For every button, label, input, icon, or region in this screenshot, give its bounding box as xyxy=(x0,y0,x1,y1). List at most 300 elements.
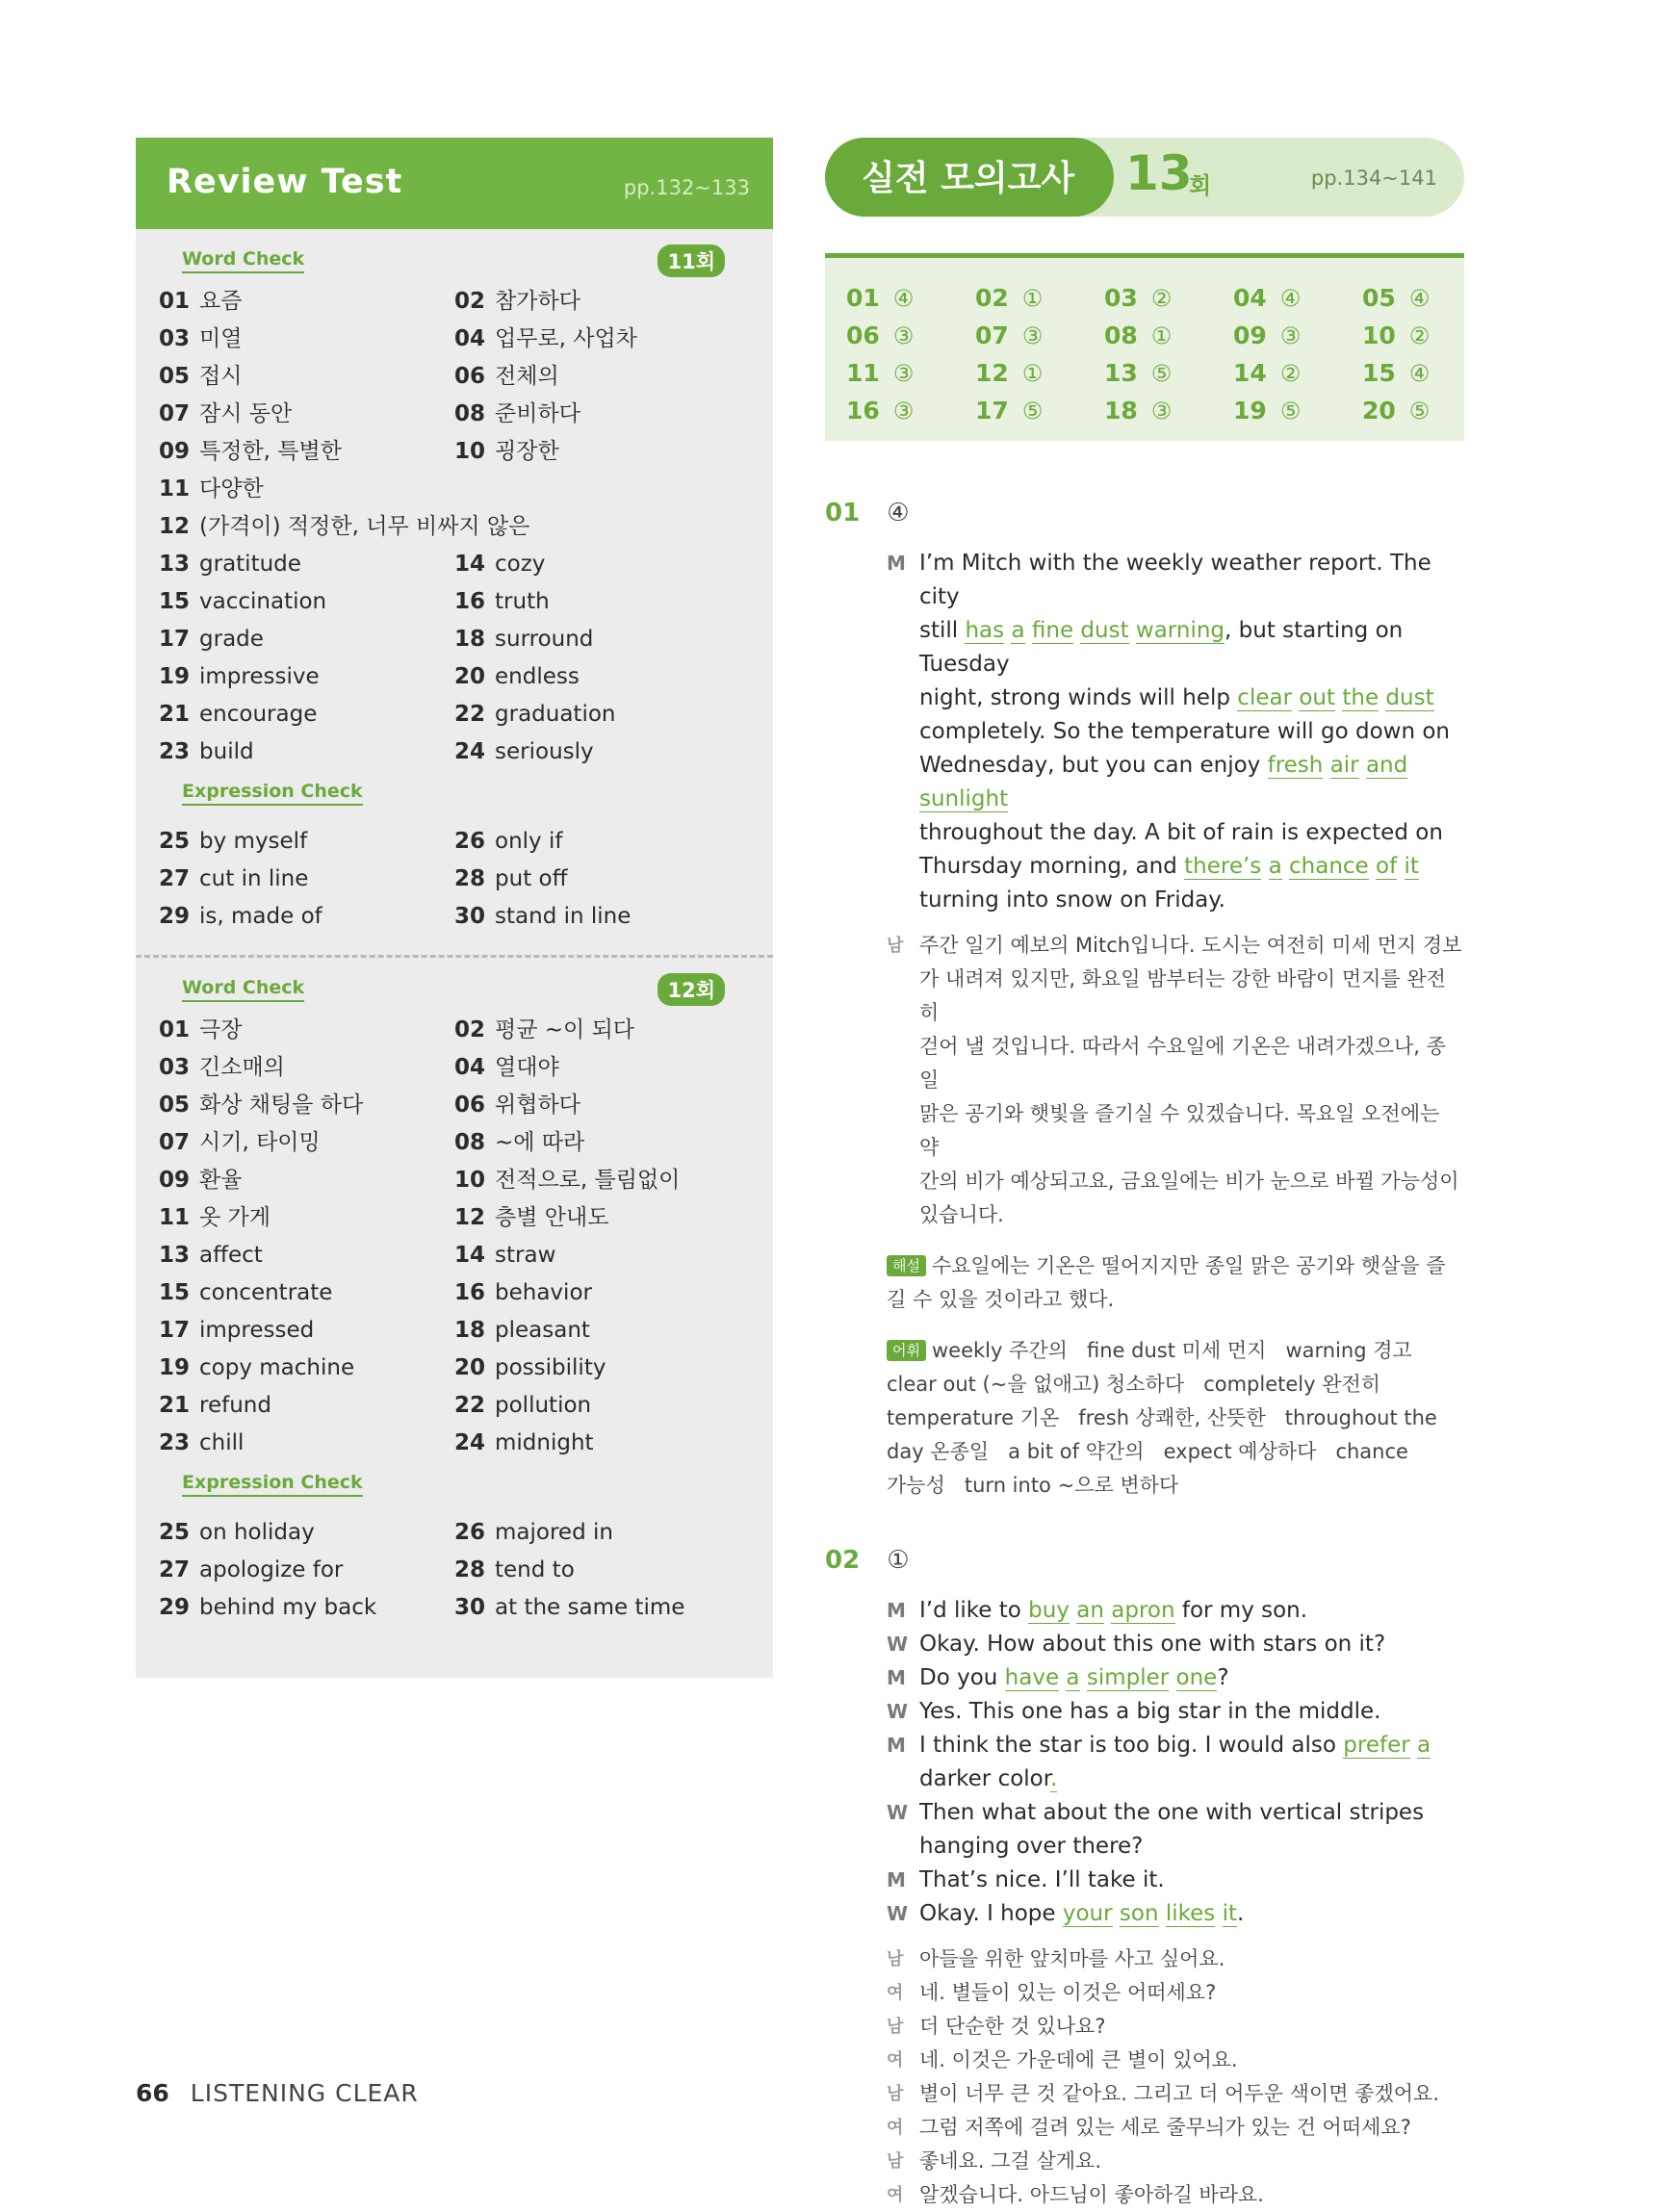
vocabulary-text: clear out (~을 없애고) 청소하다 completely 완전히 xyxy=(887,1373,1381,1396)
answer-choice: ④ xyxy=(892,285,915,312)
item-number: 14 xyxy=(454,552,486,577)
item-text: pleasant xyxy=(495,1318,590,1343)
answer-choice: ① xyxy=(1021,285,1044,312)
vocabulary-line xyxy=(887,1435,1464,1469)
item-text: 위협하다 xyxy=(495,1093,580,1118)
item-text: 열대야 xyxy=(495,1055,559,1080)
item-text: truth xyxy=(495,589,550,614)
word-item xyxy=(454,1387,750,1425)
review-test-panel xyxy=(136,138,773,1678)
vocabulary-line xyxy=(887,1402,1464,1435)
key-phrase: buy xyxy=(1028,1598,1070,1623)
answer-number: 04 xyxy=(1233,284,1267,312)
answer-number: 16 xyxy=(846,397,880,424)
item-number: 24 xyxy=(454,739,486,764)
question-01 xyxy=(825,494,1464,1503)
item-number: 01 xyxy=(159,1017,191,1042)
word-item xyxy=(159,1274,454,1312)
item-number: 05 xyxy=(159,1093,191,1118)
translation-line: 네. 이것은 가운데에 큰 별이 있어요. xyxy=(919,2048,1238,2071)
key-phrase: . xyxy=(1050,1766,1058,1791)
expression-check-label: Expression Check xyxy=(182,781,363,806)
word-item xyxy=(454,1274,750,1312)
script-line: Thursday morning, and there’s a chance of it xyxy=(919,854,1419,879)
item-text: 옷 가게 xyxy=(199,1205,271,1230)
answer-choice: ② xyxy=(1408,322,1431,349)
speaker-label: W xyxy=(887,1633,909,1656)
answer-number: 03 xyxy=(1104,284,1138,312)
item-number: 21 xyxy=(159,702,191,727)
item-number: 15 xyxy=(159,1280,191,1305)
answer-number: 18 xyxy=(1104,397,1138,424)
item-number: 29 xyxy=(159,1595,191,1620)
item-number: 24 xyxy=(454,1430,486,1455)
answer-number: 20 xyxy=(1362,397,1396,424)
item-number: 19 xyxy=(159,664,191,689)
word-item xyxy=(159,1012,454,1049)
answer-choice: ③ xyxy=(1150,398,1173,424)
item-text: apologize for xyxy=(199,1557,344,1582)
item-number: 26 xyxy=(454,1520,486,1545)
answer-number: 19 xyxy=(1233,397,1267,424)
word-item xyxy=(159,433,454,471)
item-text: majored in xyxy=(495,1520,613,1545)
item-text: graduation xyxy=(495,702,616,727)
item-text: surround xyxy=(495,627,594,652)
speaker-label: 여 xyxy=(887,2118,904,2138)
speaker-label: 남 xyxy=(887,2084,904,2104)
word-item xyxy=(454,733,750,771)
word-item xyxy=(454,433,750,471)
item-number: 30 xyxy=(454,904,486,929)
answer-item xyxy=(1362,317,1491,354)
item-number: 13 xyxy=(159,552,191,577)
key-phrase: the xyxy=(1342,685,1379,710)
item-text: concentrate xyxy=(199,1280,333,1305)
word-item xyxy=(454,658,750,696)
key-phrase: of xyxy=(1376,854,1398,879)
translation-line: 좋네요. 그걸 살게요. xyxy=(919,2149,1101,2173)
speaker-label: W xyxy=(887,1801,909,1824)
item-text: impressive xyxy=(199,664,320,689)
translation-line: 아들을 위한 앞치마를 사고 싶어요. xyxy=(919,1947,1225,1970)
speaker-label: 남 xyxy=(887,936,904,956)
word-item xyxy=(159,621,454,658)
translation-turn xyxy=(825,2178,1464,2212)
answer-number: 14 xyxy=(1233,359,1267,387)
word-item xyxy=(454,1237,750,1274)
item-text: 요즘 xyxy=(199,289,243,314)
answer-item xyxy=(1233,279,1362,317)
q02-script xyxy=(825,1594,1464,1931)
item-text: ~에 따라 xyxy=(495,1130,585,1155)
item-number: 15 xyxy=(159,589,191,614)
item-number: 29 xyxy=(159,904,191,929)
item-number: 09 xyxy=(159,439,191,464)
vocabulary-tag: 어휘 xyxy=(887,1340,926,1361)
dialogue-turn xyxy=(825,1864,1464,1897)
review-round xyxy=(136,958,773,1627)
answer-key-grid xyxy=(846,279,1491,429)
speaker-label: 남 xyxy=(887,1949,904,1969)
word-item xyxy=(159,733,454,771)
word-item xyxy=(454,1350,750,1387)
item-text: 굉장한 xyxy=(495,439,559,464)
item-text: on holiday xyxy=(199,1520,315,1545)
speaker-label: M xyxy=(887,1868,906,1891)
key-phrase: chance xyxy=(1289,854,1369,879)
key-phrase: a xyxy=(1011,618,1025,643)
explanation-tag: 해설 xyxy=(887,1255,926,1276)
word-item xyxy=(159,321,454,358)
key-phrase: a xyxy=(1417,1733,1431,1758)
dialogue-line: I’d like to buy an apron for my son. xyxy=(919,1598,1308,1623)
review-rounds xyxy=(136,229,773,1627)
item-text: encourage xyxy=(199,702,318,727)
question-02 xyxy=(825,1541,1464,2212)
expression-item xyxy=(159,861,454,898)
script-line: night, strong winds will help clear out the dust xyxy=(919,685,1434,710)
expression-item xyxy=(454,823,750,861)
item-text: chill xyxy=(199,1430,245,1455)
review-round xyxy=(136,229,773,958)
mock-test-panel xyxy=(825,138,1464,2212)
item-number: 06 xyxy=(454,1093,486,1118)
item-number: 26 xyxy=(454,829,486,854)
key-phrase: a xyxy=(1066,1665,1080,1690)
item-number: 09 xyxy=(159,1168,191,1193)
item-number: 10 xyxy=(454,439,486,464)
item-text: only if xyxy=(495,829,563,854)
word-check-heading xyxy=(159,958,750,1002)
q01-script xyxy=(825,547,1464,917)
review-test-pages: pp.132~133 xyxy=(623,176,750,199)
vocabulary-text: 가능성 turn into ~으로 변하다 xyxy=(887,1474,1179,1497)
review-test-header xyxy=(136,138,773,229)
round-badge: 11회 xyxy=(658,244,725,277)
word-item xyxy=(159,1312,454,1350)
item-text: (가격이) 적정한, 너무 비싸지 않은 xyxy=(199,514,530,539)
dialogue-turn xyxy=(825,1628,1464,1661)
answer-item xyxy=(1104,354,1233,392)
answer-number: 11 xyxy=(846,359,880,387)
item-number: 03 xyxy=(159,1055,191,1080)
answer-item xyxy=(1233,354,1362,392)
answer-item xyxy=(846,392,975,429)
item-number: 23 xyxy=(159,739,191,764)
item-number: 17 xyxy=(159,627,191,652)
answer-number: 08 xyxy=(1104,322,1138,349)
answer-choice: ⑤ xyxy=(1021,398,1044,424)
item-text: grade xyxy=(199,627,264,652)
item-number: 18 xyxy=(454,1318,486,1343)
vocabulary-line xyxy=(887,1368,1464,1402)
translation-line: 네. 별들이 있는 이것은 어떠세요? xyxy=(919,1981,1217,2004)
review-test-title: Review Test xyxy=(167,163,403,201)
item-number: 25 xyxy=(159,1520,191,1545)
answer-choice: ⑤ xyxy=(1279,398,1302,424)
word-item xyxy=(159,1237,454,1274)
key-phrase: apron xyxy=(1111,1598,1175,1623)
expression-check-heading xyxy=(159,771,750,810)
answer-choice: ③ xyxy=(1021,322,1044,349)
dialogue-turn xyxy=(825,1897,1464,1931)
word-check-label: Word Check xyxy=(182,977,304,1002)
answer-item xyxy=(846,317,975,354)
explanation-text: 길 수 있을 것이라고 했다. xyxy=(887,1288,1115,1311)
word-item xyxy=(159,1124,454,1162)
item-text: 환율 xyxy=(199,1168,243,1193)
word-item xyxy=(159,546,454,583)
item-number: 08 xyxy=(454,401,486,426)
item-number: 25 xyxy=(159,829,191,854)
item-text: cozy xyxy=(495,552,546,577)
item-number: 27 xyxy=(159,866,191,891)
item-number: 04 xyxy=(454,1055,486,1080)
dialogue-line: That’s nice. I’ll take it. xyxy=(919,1867,1165,1892)
item-number: 28 xyxy=(454,866,486,891)
key-phrase: have xyxy=(1004,1665,1060,1690)
item-number: 10 xyxy=(454,1168,486,1193)
expression-item xyxy=(159,1589,454,1627)
mock-test-header xyxy=(825,138,1464,217)
question-number: 02 xyxy=(825,1546,861,1575)
word-item xyxy=(454,1162,750,1199)
translation-line: 간의 비가 예상되고요, 금요일에는 비가 눈으로 바뀔 가능성이 xyxy=(919,1170,1459,1193)
q01-translation xyxy=(825,929,1464,1232)
dialogue-turn xyxy=(825,1661,1464,1695)
key-phrase: air xyxy=(1329,753,1359,778)
translation-line: 주간 일기 예보의 Mitch입니다. 도시는 여전히 미세 먼지 경보 xyxy=(919,934,1462,957)
answer-item xyxy=(975,279,1104,317)
answer-number: 06 xyxy=(846,322,880,349)
answer-item xyxy=(1233,317,1362,354)
answer-item xyxy=(1104,317,1233,354)
question-heading xyxy=(825,1541,1464,1580)
mock-title: 실전 모의고사 xyxy=(862,159,1075,198)
word-list xyxy=(159,1002,750,1462)
answer-number: 15 xyxy=(1362,359,1396,387)
item-text: 층별 안내도 xyxy=(495,1205,609,1230)
item-text: 잠시 동안 xyxy=(199,401,293,426)
question-answer: ① xyxy=(887,1546,910,1575)
translation-line: 있습니다. xyxy=(919,1203,1004,1226)
item-text: 다양한 xyxy=(199,476,264,502)
expression-item xyxy=(454,1589,750,1627)
answer-item xyxy=(1362,279,1491,317)
speaker-label: M xyxy=(887,1599,906,1622)
answer-choice: ④ xyxy=(1408,360,1431,387)
key-phrase: one xyxy=(1175,1665,1218,1690)
page-footer xyxy=(136,2079,419,2107)
item-text: 업무로, 사업차 xyxy=(495,326,637,351)
item-number: 21 xyxy=(159,1393,191,1418)
translation-turn xyxy=(825,1976,1464,2010)
dialogue-turn xyxy=(825,1796,1464,1864)
speaker-label: W xyxy=(887,1700,909,1723)
script-line: turning into snow on Friday. xyxy=(919,887,1225,913)
item-text: 미열 xyxy=(199,326,243,351)
dialogue-line: Okay. How about this one with stars on it? xyxy=(919,1632,1386,1657)
word-item xyxy=(454,1087,750,1124)
word-item xyxy=(159,1387,454,1425)
item-text: endless xyxy=(495,664,580,689)
answer-item xyxy=(1104,392,1233,429)
answer-number: 09 xyxy=(1233,322,1267,349)
item-text: affect xyxy=(199,1243,263,1268)
item-number: 18 xyxy=(454,627,486,652)
vocabulary-line xyxy=(887,1334,1464,1368)
item-number: 07 xyxy=(159,1130,191,1155)
item-number: 03 xyxy=(159,326,191,351)
item-number: 11 xyxy=(159,1205,191,1230)
translation-line: 알겠습니다. 아드님이 좋아하길 바라요. xyxy=(919,2183,1264,2206)
word-item xyxy=(159,658,454,696)
speaker-label: 남 xyxy=(887,2017,904,2037)
answer-choice: ③ xyxy=(1279,322,1302,349)
speaker-label: 여 xyxy=(887,1983,904,2003)
word-item xyxy=(159,396,454,433)
word-item xyxy=(454,1425,750,1462)
item-number: 20 xyxy=(454,664,486,689)
script-line: Wednesday, but you can enjoy fresh air and sunlight xyxy=(919,753,1408,811)
key-phrase: warning xyxy=(1135,618,1225,643)
item-text: seriously xyxy=(495,739,594,764)
speaker-label: 여 xyxy=(887,2185,904,2205)
word-check-heading xyxy=(159,229,750,273)
item-text: vaccination xyxy=(199,589,327,614)
word-item xyxy=(454,546,750,583)
word-item xyxy=(454,283,750,321)
dialogue-line: Yes. This one has a big star in the middle. xyxy=(919,1699,1381,1724)
item-number: 20 xyxy=(454,1355,486,1380)
answer-choice: ⑤ xyxy=(1408,398,1431,424)
item-number: 28 xyxy=(454,1557,486,1582)
round-badge: 12회 xyxy=(658,973,725,1006)
dialogue-turn xyxy=(825,1594,1464,1628)
item-text: stand in line xyxy=(495,904,632,929)
key-phrase: prefer xyxy=(1343,1733,1410,1758)
item-text: behavior xyxy=(495,1280,592,1305)
word-item xyxy=(159,1049,454,1087)
word-item xyxy=(159,1199,454,1237)
script-line: throughout the day. A bit of rain is expected on xyxy=(919,820,1443,845)
item-text: copy machine xyxy=(199,1355,355,1380)
answer-choice: ① xyxy=(1150,322,1173,349)
question-answer: ④ xyxy=(887,499,910,527)
answer-choice: ③ xyxy=(892,398,915,424)
item-number: 06 xyxy=(454,364,486,389)
translation-turn xyxy=(825,2145,1464,2178)
word-item xyxy=(454,1312,750,1350)
mock-title-pill xyxy=(825,138,1114,217)
item-number: 05 xyxy=(159,364,191,389)
item-text: at the same time xyxy=(495,1595,685,1620)
word-list xyxy=(159,273,750,771)
word-item xyxy=(454,1124,750,1162)
word-item xyxy=(159,583,454,621)
vocabulary-text: weekly 주간의 fine dust 미세 먼지 warning 경고 xyxy=(931,1339,1412,1362)
speaker-label: M xyxy=(887,1734,906,1757)
translation-line: 더 단순한 것 있나요? xyxy=(919,2015,1106,2038)
translation-line: 별이 너무 큰 것 같아요. 그리고 더 어두운 색이면 좋겠어요. xyxy=(919,2082,1440,2105)
word-item xyxy=(454,396,750,433)
word-item xyxy=(159,696,454,733)
translation-line: 그럼 저쪽에 걸려 있는 세로 줄무늬가 있는 건 어떠세요? xyxy=(919,2116,1411,2139)
answer-number: 17 xyxy=(975,397,1009,424)
dialogue-line: Okay. I hope your son likes it. xyxy=(919,1901,1245,1926)
speaker-label: W xyxy=(887,1902,909,1925)
item-text: cut in line xyxy=(199,866,309,891)
item-text: 준비하다 xyxy=(495,401,580,426)
key-phrase: there’s xyxy=(1184,854,1262,879)
answer-number: 10 xyxy=(1362,322,1396,349)
expression-item xyxy=(454,1552,750,1589)
item-number: 08 xyxy=(454,1130,486,1155)
answer-choice: ⑤ xyxy=(1150,360,1173,387)
answer-choice: ④ xyxy=(1279,285,1302,312)
answer-number: 01 xyxy=(846,284,880,312)
translation-turn xyxy=(825,2010,1464,2044)
item-number: 30 xyxy=(454,1595,486,1620)
item-text: 전체의 xyxy=(495,364,559,389)
item-text: 참가하다 xyxy=(495,289,580,314)
answer-item xyxy=(846,279,975,317)
key-phrase: an xyxy=(1076,1598,1104,1623)
speaker-label: M xyxy=(887,552,906,575)
key-phrase: it xyxy=(1222,1901,1238,1926)
key-phrase: it xyxy=(1404,854,1419,879)
answer-item xyxy=(1362,354,1491,392)
answer-key-box xyxy=(825,253,1464,441)
key-phrase: dust xyxy=(1080,618,1129,643)
key-phrase: fresh xyxy=(1267,753,1324,778)
answer-choice: ① xyxy=(1021,360,1044,387)
word-item xyxy=(159,1425,454,1462)
item-number: 12 xyxy=(454,1205,486,1230)
answer-choice: ③ xyxy=(892,322,915,349)
dialogue-line: Do you have a simpler one? xyxy=(919,1665,1229,1690)
item-text: tend to xyxy=(495,1557,575,1582)
key-phrase: has xyxy=(965,618,1005,643)
word-item xyxy=(159,1087,454,1124)
explanation-line xyxy=(887,1283,1464,1317)
item-number: 17 xyxy=(159,1318,191,1343)
item-text: pollution xyxy=(495,1393,592,1418)
item-number: 02 xyxy=(454,289,486,314)
dialogue-line: hanging over there? xyxy=(919,1834,1144,1859)
item-number: 19 xyxy=(159,1355,191,1380)
expression-check-heading xyxy=(159,1462,750,1501)
translation-line: 맑은 공기와 햇빛을 즐기실 수 있겠습니다. 목요일 오전에는 약 xyxy=(919,1102,1440,1159)
item-number: 04 xyxy=(454,326,486,351)
item-text: 전적으로, 틀림없이 xyxy=(495,1168,681,1193)
q01-explanation xyxy=(825,1249,1464,1317)
explanation-line xyxy=(887,1249,1464,1283)
key-phrase: simpler xyxy=(1086,1665,1170,1690)
item-number: 01 xyxy=(159,289,191,314)
item-text: straw xyxy=(495,1243,556,1268)
expression-item xyxy=(159,1514,454,1552)
word-item xyxy=(454,1049,750,1087)
script-line: still has a fine dust warning, but starting on Tuesday xyxy=(919,618,1404,677)
answer-item xyxy=(975,317,1104,354)
answer-item xyxy=(1233,392,1362,429)
question-number: 01 xyxy=(825,499,861,527)
key-phrase: a xyxy=(1268,854,1282,879)
item-text: possibility xyxy=(495,1355,606,1380)
q01-vocabulary xyxy=(825,1334,1464,1503)
